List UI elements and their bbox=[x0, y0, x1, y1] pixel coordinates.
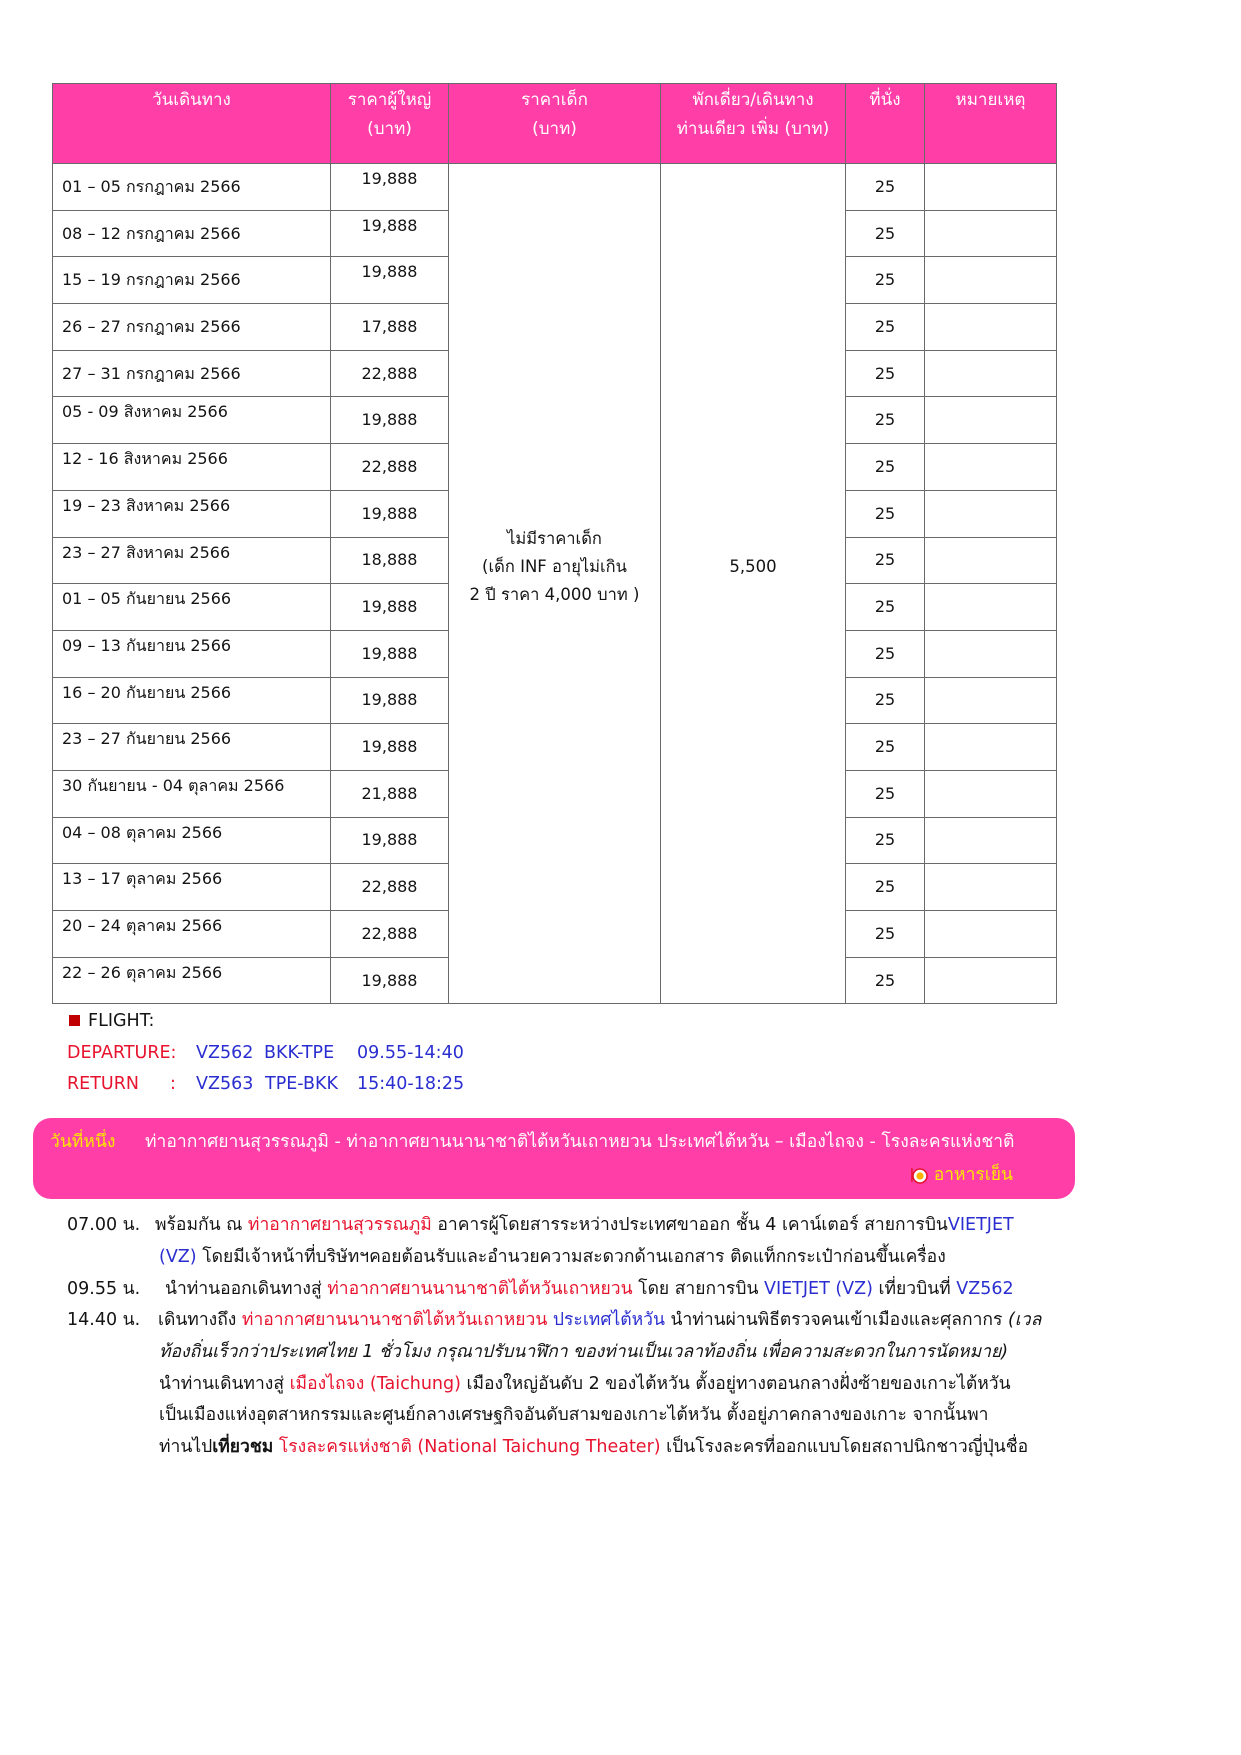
meal-label: อาหารเย็น bbox=[933, 1165, 1013, 1185]
child-price-line-wrap bbox=[455, 553, 654, 581]
seats-available: 25 bbox=[874, 270, 896, 290]
travel-date-cell bbox=[53, 350, 331, 397]
itinerary-airline: (VZ) bbox=[159, 1247, 197, 1267]
travel-date: 09 – 13 กันยายน 2566 bbox=[62, 635, 232, 655]
itinerary-time: 09.55 น. bbox=[67, 1279, 141, 1299]
header-adult-price bbox=[331, 84, 449, 164]
travel-date: 12 - 16 สิงหาคม 2566 bbox=[62, 449, 228, 469]
itinerary-line-text bbox=[155, 1212, 1014, 1238]
itinerary-line bbox=[165, 1276, 1046, 1302]
seats-cell bbox=[846, 350, 925, 397]
itinerary-text: นำท่านผ่านพิธีตรวจคนเข้าเมืองและศุลกากร bbox=[664, 1310, 1008, 1330]
tour-table-body bbox=[53, 164, 1057, 1004]
itinerary-time: 07.00 น. bbox=[67, 1215, 141, 1235]
itinerary-line bbox=[159, 1402, 1046, 1428]
remarks-cell bbox=[925, 817, 1057, 864]
flight-bullet-icon bbox=[69, 1015, 80, 1026]
travel-date: 20 – 24 ตุลาคม 2566 bbox=[62, 916, 223, 935]
travel-date-cell bbox=[53, 210, 331, 257]
adult-price-cell bbox=[331, 911, 449, 958]
itinerary-place: เมืองไถจง (Taichung) bbox=[289, 1374, 461, 1394]
adult-price-cell bbox=[331, 397, 449, 444]
child-price-line: ไม่มีราคาเด็ก bbox=[507, 529, 602, 549]
itinerary-text: โดย สายการบิน bbox=[632, 1279, 764, 1299]
day1-header-bar bbox=[33, 1118, 1075, 1199]
adult-price: 19,888 bbox=[361, 503, 418, 523]
itinerary-line-text bbox=[159, 1434, 1028, 1460]
seats-available: 25 bbox=[874, 783, 896, 803]
departure-flight-number: VZ562 bbox=[196, 1043, 254, 1063]
travel-date-cell bbox=[53, 537, 331, 584]
adult-price-cell bbox=[331, 677, 449, 724]
adult-price: 22,888 bbox=[361, 923, 418, 943]
single-supplement: 5,500 bbox=[729, 557, 777, 577]
return-separator: : bbox=[170, 1074, 176, 1094]
travel-date-cell bbox=[53, 864, 331, 911]
travel-date-cell bbox=[53, 257, 331, 304]
remarks-cell bbox=[925, 864, 1057, 911]
seats-available: 25 bbox=[874, 690, 896, 710]
itinerary-line-text bbox=[159, 1371, 1011, 1397]
adult-price-cell bbox=[331, 444, 449, 491]
travel-date: 15 – 19 กรกฎาคม 2566 bbox=[62, 270, 241, 290]
seats-cell bbox=[846, 677, 925, 724]
child-price-line: (เด็ก INF อายุไม่เกิน bbox=[482, 557, 627, 577]
seats-available: 25 bbox=[874, 597, 896, 617]
date-row bbox=[53, 164, 1057, 211]
travel-date-cell bbox=[53, 444, 331, 491]
seats-available: 25 bbox=[874, 877, 896, 897]
seats-available: 25 bbox=[874, 316, 896, 336]
adult-price: 21,888 bbox=[361, 783, 418, 803]
travel-date-cell bbox=[53, 770, 331, 817]
seats-cell bbox=[846, 724, 925, 771]
itinerary-airline: VZ562 bbox=[956, 1279, 1014, 1299]
header-label-line2: ท่านเดียว เพิ่ม (บาท) bbox=[676, 119, 830, 139]
travel-date: 30 กันยายน - 04 ตุลาคม 2566 bbox=[62, 775, 285, 795]
travel-date-cell bbox=[53, 164, 331, 211]
itinerary-text: อาคารผู้โดยสารระหว่างประเทศขาออก ชั้น 4 เคาน์เตอร์ สายการบิน bbox=[431, 1215, 948, 1235]
itinerary-place: ท่าอากาศยานนานาชาติไต้หวันเถาหยวน bbox=[327, 1279, 633, 1299]
travel-date: 01 – 05 กันยายน 2566 bbox=[62, 589, 232, 609]
adult-price: 22,888 bbox=[361, 456, 418, 476]
itinerary-text: เป็นโรงละครที่ออกแบบโดยสถาปนิกชาวญี่ปุ่นชื่อ bbox=[660, 1437, 1029, 1457]
adult-price: 17,888 bbox=[361, 316, 418, 336]
seats-cell bbox=[846, 444, 925, 491]
departure-label: DEPARTURE: bbox=[67, 1043, 177, 1063]
itinerary-place: ท่าอากาศยานนานาชาติไต้หวันเถาหยวน bbox=[241, 1310, 548, 1330]
seats-available: 25 bbox=[874, 643, 896, 663]
seats-available: 25 bbox=[874, 456, 896, 476]
itinerary-text: นำท่านเดินทางสู่ bbox=[159, 1374, 290, 1394]
itinerary-airline: VIETJET bbox=[947, 1215, 1014, 1235]
itinerary-place: ท่าอากาศยานสุวรรณภูมิ bbox=[247, 1215, 432, 1235]
travel-date-cell bbox=[53, 911, 331, 958]
travel-date-cell bbox=[53, 397, 331, 444]
remarks-cell bbox=[925, 677, 1057, 724]
adult-price-cell bbox=[331, 817, 449, 864]
travel-date-cell bbox=[53, 677, 331, 724]
return-route: TPE-BKK bbox=[265, 1074, 338, 1094]
adult-price: 18,888 bbox=[361, 550, 418, 570]
itinerary-text: นำท่านออกเดินทางสู่ bbox=[165, 1279, 328, 1299]
seats-available: 25 bbox=[874, 223, 896, 243]
travel-date: 05 - 09 สิงหาคม 2566 bbox=[62, 402, 228, 422]
travel-date-cell bbox=[53, 724, 331, 771]
seats-cell bbox=[846, 817, 925, 864]
seats-available: 25 bbox=[874, 830, 896, 850]
seats-cell bbox=[846, 257, 925, 304]
adult-price-cell bbox=[331, 257, 449, 304]
itinerary-line-text bbox=[165, 1276, 1014, 1302]
itinerary-line-text bbox=[159, 1339, 1008, 1365]
adult-price: 19,888 bbox=[361, 737, 418, 757]
seats-available: 25 bbox=[874, 737, 896, 757]
seats-available: 25 bbox=[874, 550, 896, 570]
header-seats bbox=[846, 84, 925, 164]
header-unit: (บาท) bbox=[532, 119, 577, 139]
adult-price: 19,888 bbox=[361, 970, 418, 990]
travel-date: 26 – 27 กรกฎาคม 2566 bbox=[62, 316, 241, 336]
seats-cell bbox=[846, 911, 925, 958]
itinerary-text: พร้อมกัน ณ bbox=[155, 1215, 248, 1235]
remarks-cell bbox=[925, 444, 1057, 491]
seats-available: 25 bbox=[874, 503, 896, 523]
travel-date: 16 – 20 กันยายน 2566 bbox=[62, 682, 232, 702]
seats-cell bbox=[846, 770, 925, 817]
seats-cell bbox=[846, 864, 925, 911]
adult-price-cell bbox=[331, 490, 449, 537]
header-row bbox=[53, 84, 1057, 164]
itinerary-text: เมืองใหญ่อันดับ 2 ของไต้หวัน ตั้งอยู่ทางตอนกลางฝั่งซ้ายของเกาะไต้หวัน bbox=[460, 1374, 1011, 1394]
remarks-cell bbox=[925, 584, 1057, 631]
itinerary-airline: ประเทศไต้หวัน bbox=[552, 1310, 665, 1330]
itinerary-note: ท้องถิ่นเร็วกว่าประเทศไทย 1 ชั่วโมง กรุณาปรับนาฬิกา ของท่านเป็นเวลาท้องถิ่น เพื่อความสะดวกในการนัดหมาย) bbox=[159, 1342, 1009, 1362]
travel-date: 19 – 23 สิงหาคม 2566 bbox=[62, 495, 231, 515]
flight-heading: FLIGHT: bbox=[88, 1011, 155, 1031]
table-header bbox=[53, 84, 1057, 164]
itinerary-airline: VIETJET (VZ) bbox=[763, 1279, 873, 1299]
travel-date-cell bbox=[53, 584, 331, 631]
travel-date-cell bbox=[53, 957, 331, 1004]
adult-price-cell bbox=[331, 210, 449, 257]
header-label: พักเดี่ยว/เดินทาง bbox=[692, 90, 814, 110]
adult-price-cell bbox=[331, 770, 449, 817]
seats-cell bbox=[846, 210, 925, 257]
remarks-cell bbox=[925, 304, 1057, 351]
adult-price-cell bbox=[331, 350, 449, 397]
travel-date: 01 – 05 กรกฎาคม 2566 bbox=[62, 176, 241, 196]
itinerary-line bbox=[159, 1339, 1046, 1365]
travel-date-cell bbox=[53, 304, 331, 351]
seats-cell bbox=[846, 537, 925, 584]
travel-date: 27 – 31 กรกฎาคม 2566 bbox=[62, 363, 241, 383]
return-time: 15:40-18:25 bbox=[357, 1074, 465, 1094]
adult-price-cell bbox=[331, 584, 449, 631]
travel-date: 08 – 12 กรกฎาคม 2566 bbox=[62, 223, 241, 243]
header-travel-date bbox=[53, 84, 331, 164]
adult-price: 19,888 bbox=[361, 169, 418, 188]
adult-price: 19,888 bbox=[361, 262, 418, 282]
travel-date: 23 – 27 สิงหาคม 2566 bbox=[62, 542, 231, 562]
remarks-cell bbox=[925, 630, 1057, 677]
itinerary-place: โรงละครแห่งชาติ (National Taichung Theater) bbox=[278, 1437, 661, 1457]
travel-date: 04 – 08 ตุลาคม 2566 bbox=[62, 822, 223, 842]
child-price-line-wrap bbox=[455, 525, 654, 553]
remarks-cell bbox=[925, 490, 1057, 537]
seats-cell bbox=[846, 630, 925, 677]
header-single-supplement bbox=[661, 84, 846, 164]
adult-price-cell bbox=[331, 957, 449, 1004]
seats-available: 25 bbox=[874, 363, 896, 383]
travel-date-cell bbox=[53, 817, 331, 864]
adult-price-cell bbox=[331, 537, 449, 584]
seats-available: 25 bbox=[874, 923, 896, 943]
remarks-cell bbox=[925, 210, 1057, 257]
seats-cell bbox=[846, 490, 925, 537]
header-child-price bbox=[449, 84, 661, 164]
child-price-line-wrap bbox=[455, 581, 654, 609]
travel-date-cell bbox=[53, 630, 331, 677]
itinerary-line bbox=[159, 1371, 1046, 1397]
single-supplement-cell bbox=[661, 164, 846, 1004]
itinerary-line bbox=[159, 1434, 1046, 1460]
itinerary-text: เที่ยวบินที่ bbox=[872, 1279, 957, 1299]
itinerary-emphasis: เที่ยวชม bbox=[212, 1437, 274, 1457]
adult-price: 19,888 bbox=[361, 690, 418, 710]
return-flight-number: VZ563 bbox=[196, 1074, 254, 1094]
adult-price-cell bbox=[331, 864, 449, 911]
header-remarks bbox=[925, 84, 1057, 164]
departure-route: BKK-TPE bbox=[264, 1043, 335, 1063]
itinerary-text: ท่านไป bbox=[159, 1437, 213, 1457]
header-label: ราคาผู้ใหญ่ bbox=[347, 90, 432, 110]
remarks-cell bbox=[925, 257, 1057, 304]
travel-date: 22 – 26 ตุลาคม 2566 bbox=[62, 962, 223, 982]
header-unit: (บาท) bbox=[367, 119, 412, 139]
remarks-cell bbox=[925, 350, 1057, 397]
header-label: ราคาเด็ก bbox=[521, 90, 588, 110]
remarks-cell bbox=[925, 397, 1057, 444]
travel-date-cell bbox=[53, 490, 331, 537]
seats-cell bbox=[846, 397, 925, 444]
seats-available: 25 bbox=[874, 970, 896, 990]
meal-icon bbox=[910, 1166, 928, 1184]
adult-price-cell bbox=[331, 630, 449, 677]
itinerary-text: โดยมีเจ้าหน้าที่บริษัทฯคอยต้อนรับและอำนวยความสะดวกด้านเอกสาร ติดแท็กกระเป๋าก่อนขึ้นเครื่อง bbox=[196, 1247, 946, 1267]
seats-available: 25 bbox=[874, 410, 896, 430]
seats-cell bbox=[846, 304, 925, 351]
child-price-cell bbox=[449, 164, 661, 1004]
adult-price: 19,888 bbox=[361, 830, 418, 850]
child-price-line: 2 ปี ราคา 4,000 บาท ) bbox=[469, 585, 640, 605]
adult-price: 19,888 bbox=[361, 597, 418, 617]
itinerary-line-text bbox=[159, 1244, 946, 1270]
day-label: วันที่หนึ่ง bbox=[50, 1132, 116, 1152]
adult-price: 19,888 bbox=[361, 215, 418, 235]
remarks-cell bbox=[925, 537, 1057, 584]
remarks-cell bbox=[925, 164, 1057, 211]
seats-available: 25 bbox=[874, 176, 896, 196]
header-label: หมายเหตุ bbox=[955, 90, 1026, 110]
adult-price-cell bbox=[331, 304, 449, 351]
seats-cell bbox=[846, 957, 925, 1004]
adult-price: 22,888 bbox=[361, 363, 418, 383]
day-route-box bbox=[145, 1129, 1017, 1155]
travel-date: 13 – 17 ตุลาคม 2566 bbox=[62, 869, 223, 889]
tour-price-table bbox=[52, 83, 1057, 1004]
itinerary-note: (เวล bbox=[1007, 1310, 1042, 1330]
itinerary-text: เป็นเมืองแห่งอุตสาหกรรมและศูนย์กลางเศรษฐกิจอันดับสามของเกาะไต้หวัน ตั้งอยู่ภาคกลางของเกาะ จากนั้นพา bbox=[159, 1405, 989, 1425]
seats-cell bbox=[846, 584, 925, 631]
travel-date: 23 – 27 กันยายน 2566 bbox=[62, 729, 232, 749]
day-meal bbox=[910, 1162, 1013, 1188]
seats-cell bbox=[846, 164, 925, 211]
departure-time: 09.55-14:40 bbox=[357, 1043, 464, 1063]
day-route: ท่าอากาศยานสุวรรณภูมิ - ท่าอากาศยานนานาชาติไต้หวันเถาหยวน ประเทศไต้หวัน – เมืองไถจง - โรงละครแห่งชาติ bbox=[145, 1132, 1015, 1152]
itinerary-line-text bbox=[158, 1307, 1041, 1333]
itinerary-time: 14.40 น. bbox=[67, 1310, 141, 1330]
itinerary-text: เดินทางถึง bbox=[158, 1310, 242, 1330]
itinerary-line-text bbox=[159, 1402, 988, 1428]
return-label: RETURN bbox=[67, 1074, 139, 1094]
adult-price: 19,888 bbox=[361, 643, 418, 663]
remarks-cell bbox=[925, 957, 1057, 1004]
header-label: วันเดินทาง bbox=[152, 90, 231, 110]
adult-price: 22,888 bbox=[361, 877, 418, 897]
remarks-cell bbox=[925, 911, 1057, 958]
header-label: ที่นั่ง bbox=[869, 90, 901, 110]
adult-price: 19,888 bbox=[361, 410, 418, 430]
itinerary-line bbox=[155, 1212, 1046, 1238]
itinerary-line bbox=[158, 1307, 1046, 1333]
adult-price-cell bbox=[331, 164, 449, 211]
adult-price-cell bbox=[331, 724, 449, 771]
remarks-cell bbox=[925, 770, 1057, 817]
remarks-cell bbox=[925, 724, 1057, 771]
itinerary-line bbox=[159, 1244, 1046, 1270]
